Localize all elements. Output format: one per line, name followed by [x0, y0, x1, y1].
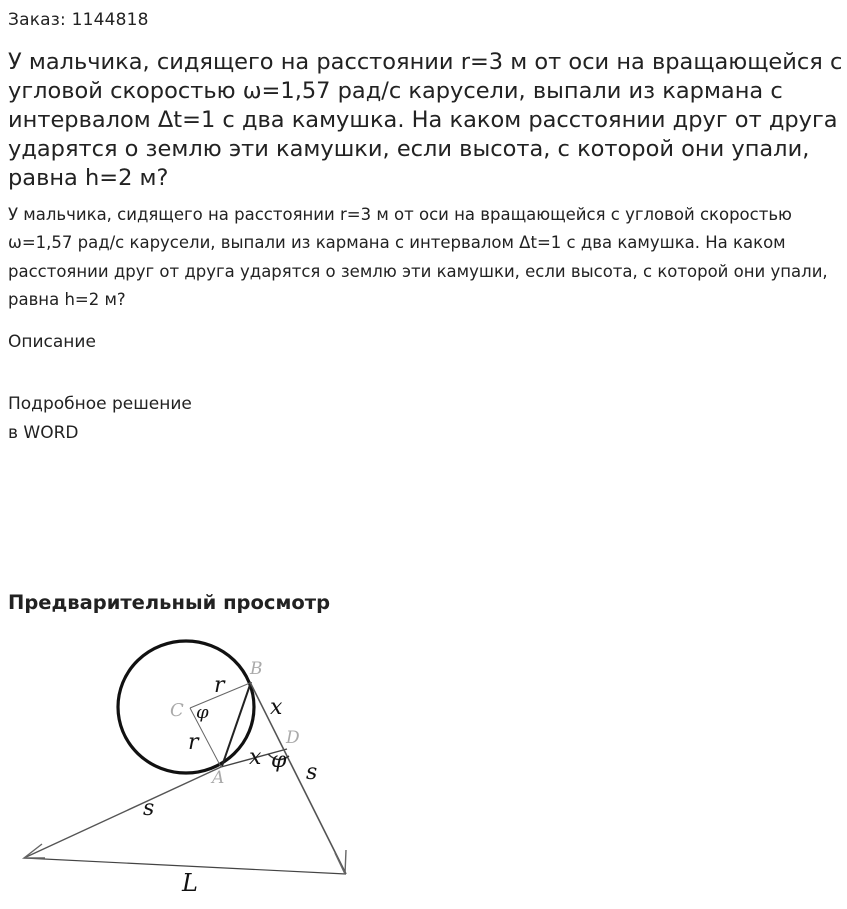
solution-line-1: Подробное решение [8, 394, 192, 414]
label-point-d: D [286, 728, 300, 748]
label-r-left: r [188, 730, 199, 755]
trajectory-a [24, 767, 221, 858]
label-length-l: L [182, 869, 198, 897]
preview-figure [0, 630, 380, 909]
label-s-left: s [143, 796, 155, 821]
order-number: Заказ: 1144818 [8, 10, 149, 30]
label-phi-center: φ [196, 702, 209, 723]
label-point-b: B [250, 659, 263, 679]
arrowhead-left [24, 844, 45, 858]
trajectory-b [250, 682, 346, 874]
preview-title: Предварительный просмотр [8, 591, 331, 614]
label-phi-lower: φ [271, 748, 287, 773]
label-point-a: A [212, 768, 225, 788]
solution-info [8, 390, 192, 448]
solution-line-2: в WORD [8, 423, 79, 443]
problem-text: У мальчика, сидящего на расстоянии r=3 м от оси на вращающейся с угловой скоростью ω=1,57 рад/с карусели, выпали из кармана с интервалом Δt=1 с два камушка. На каком расстоянии друг от друга ударятся о землю эти камушки, если высота, с которой они упали, равна h=2 м? [8, 205, 828, 309]
description-label: Описание [8, 332, 96, 352]
label-r-top: r [214, 673, 225, 698]
problem-title: У мальчика, сидящего на расстоянии r=3 м от оси на вращающейся с угловой скоростью ω=1,57 рад/с карусели, выпали из кармана с интервалом Δt=1 с два камушка. На каком расстоянии друг от друга ударятся о землю эти камушки, если высота, с которой они упали, равна h=2 м? [8, 49, 843, 191]
label-s-right: s [306, 760, 318, 785]
label-x-lower: x [249, 745, 262, 770]
carousel-circle [118, 641, 254, 773]
label-x-upper: x [270, 695, 283, 720]
label-point-c: C [170, 700, 184, 721]
